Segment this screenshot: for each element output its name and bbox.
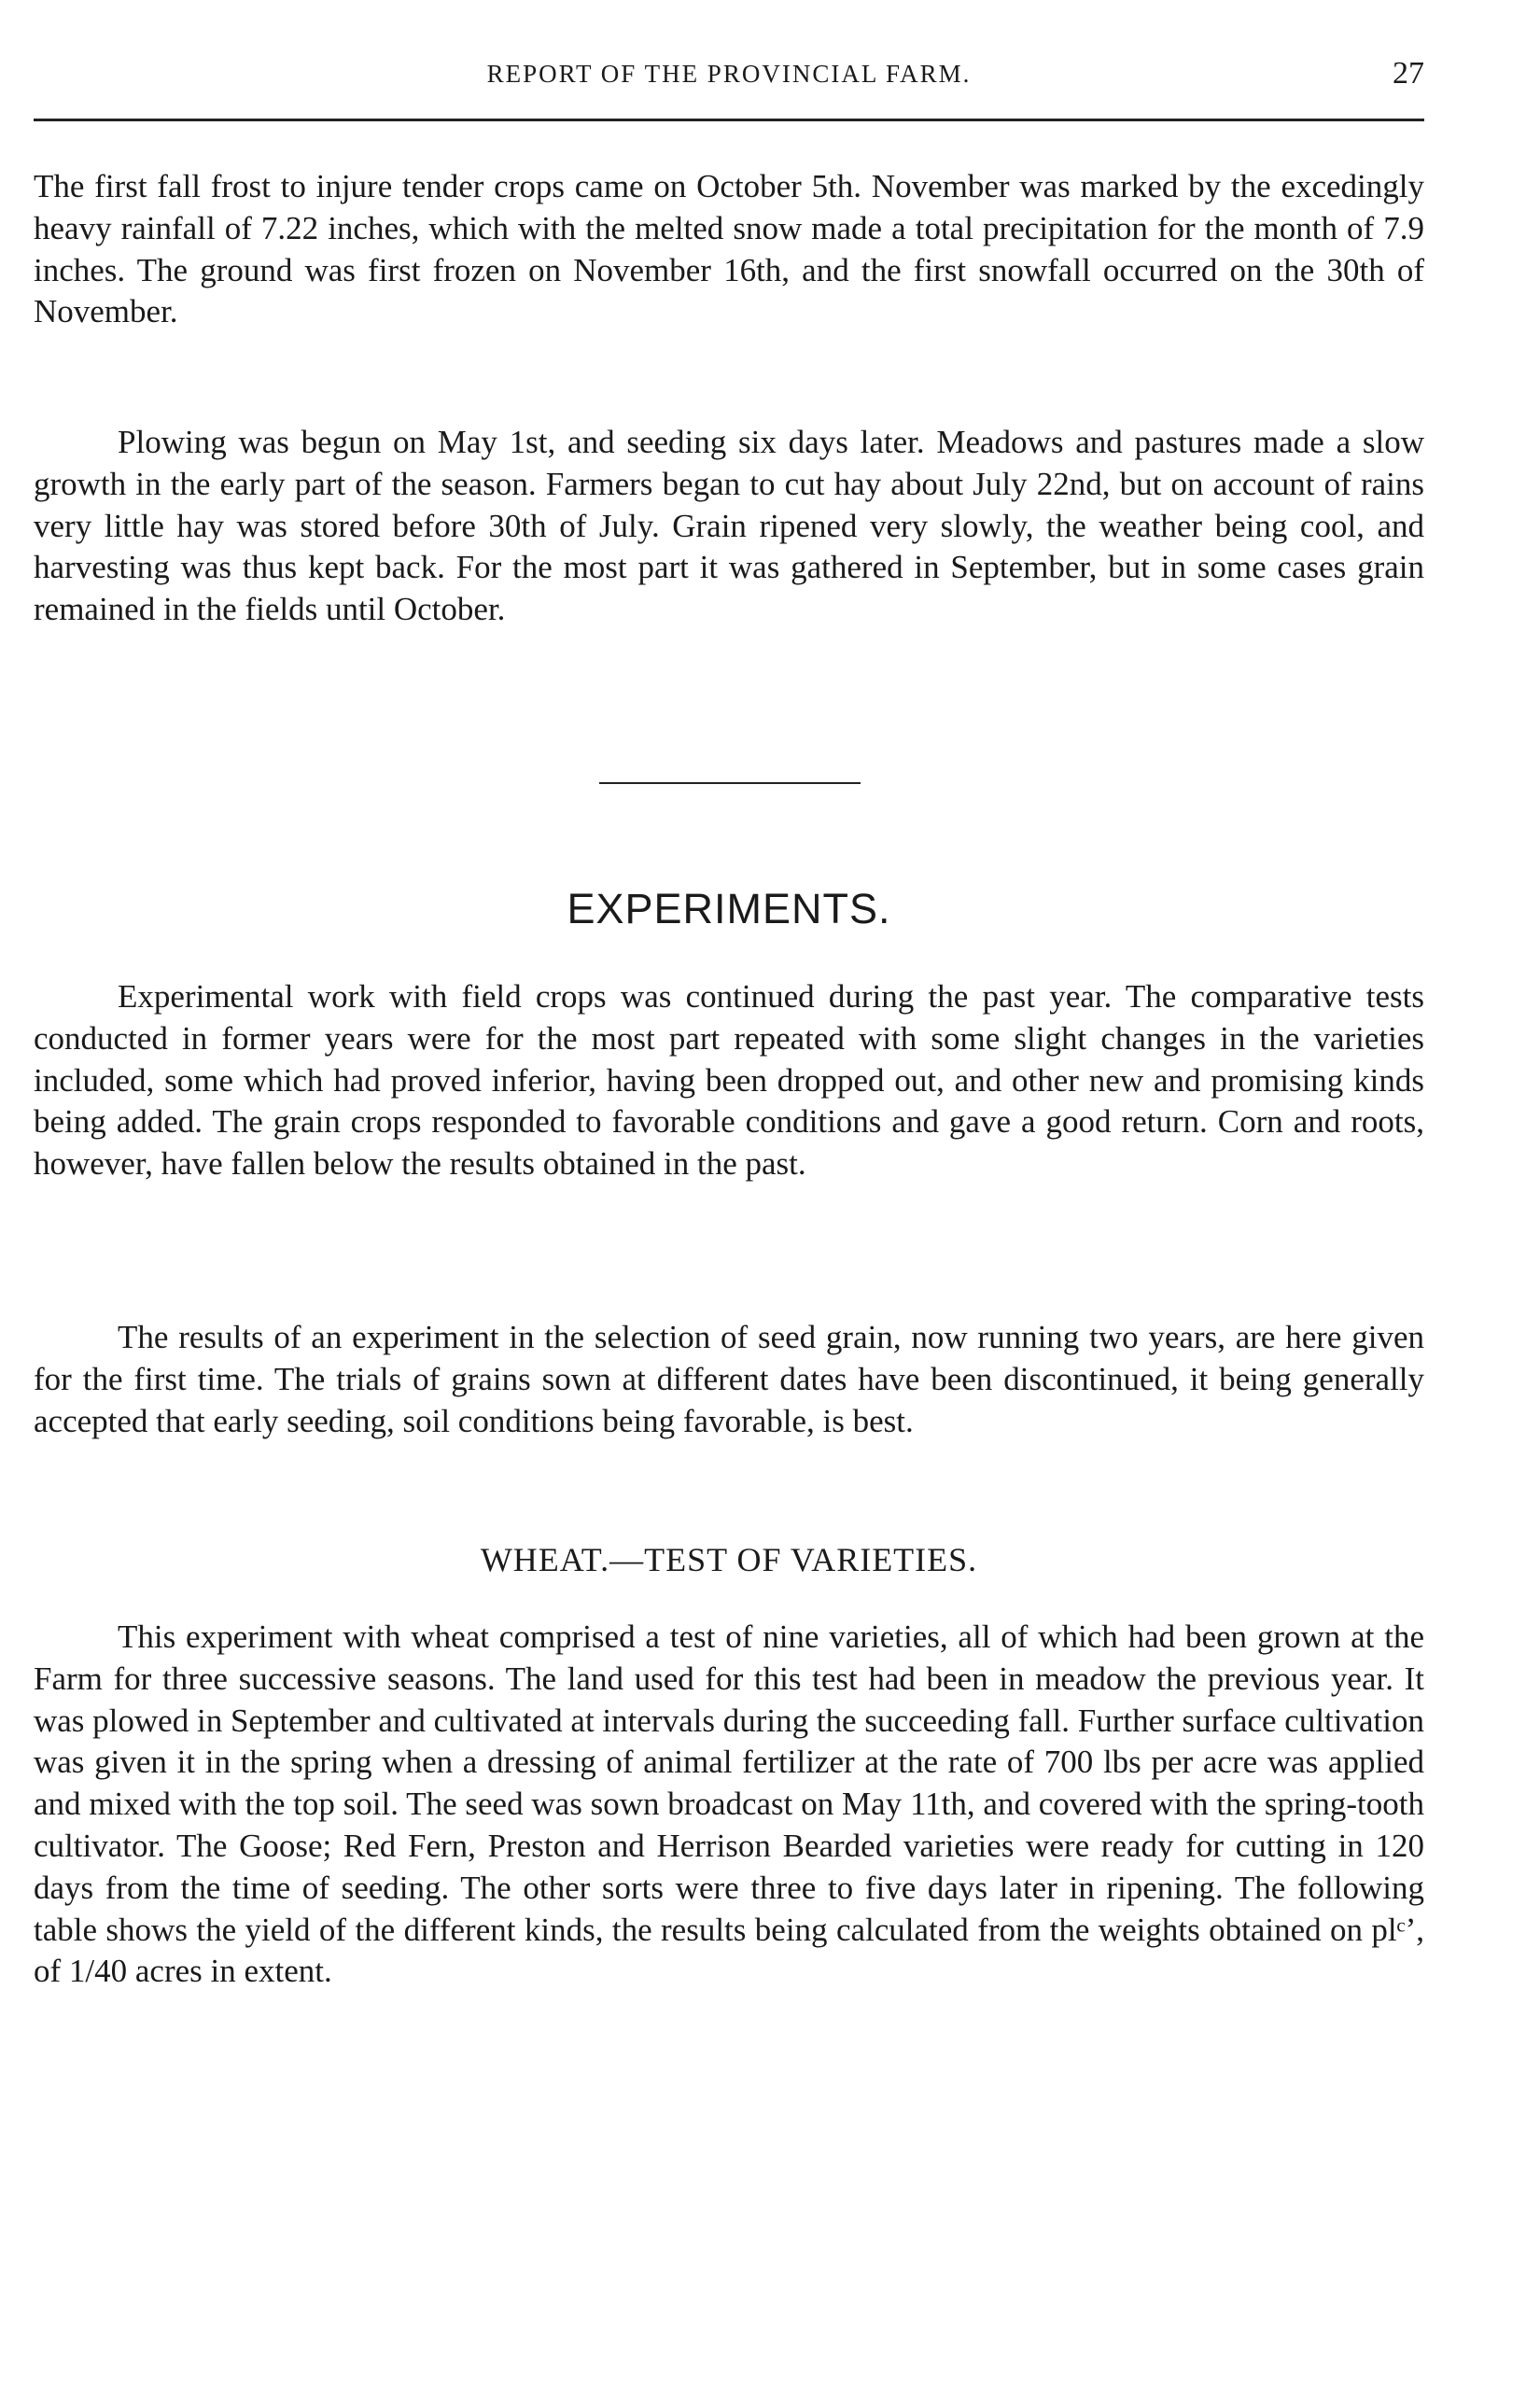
running-title: REPORT OF THE PROVINCIAL FARM. <box>486 60 972 88</box>
section-heading-experiments: EXPERIMENTS. <box>567 885 891 932</box>
paragraph-experimental-work: Experimental work with field crops was continued during the past year. The comparative tests conducted in former years were for the most part repeated with some slight changes in the varieties included, some which had proved inferior, having been dropped out, and other new and promising kinds being added. The grain crops responded to favorable conditions and gave a good return. Corn and roots, however, have fallen below the results obtained in the past. <box>34 978 1424 1183</box>
section-divider <box>599 782 861 784</box>
paragraph-frost: The first fall frost to injure tender crops came on October 5th. November was marked by the excedingly heavy rainfall of 7.22 inches, which with the melted snow made a total precipitation for the month of 7.9 inches. The ground was first frozen on November 16th, and the first snowfall occurred on the 30th of November. <box>34 168 1424 330</box>
paragraph-results: The results of an experiment in the selection of seed grain, now running two years, are here given for the first time. The trials of grains sown at different dates have been discontinued, it being generally accepted that early seeding, soil conditions being favorable, is best. <box>34 1319 1424 1439</box>
page-number: 27 <box>1393 56 1424 91</box>
subheading-wheat-test: WHEAT.—TEST OF VARIETIES. <box>480 1541 978 1578</box>
paragraph-plowing: Plowing was begun on May 1st, and seeding six days later. Meadows and pastures made a slow growth in the early part of the season. Farmers began to cut hay about July 22nd, but on account of rains very little hay was stored before 30th of July. Grain ripened very slowly, the weather being cool, and harvesting was thus kept back. For the most part it was gathered in September, but in some cases grain remained in the fields until October. <box>34 424 1424 628</box>
paragraph-wheat-experiment: This experiment with wheat comprised a test of nine varieties, all of which had been grown at the Farm for three successive seasons. The land used for this test had been in meadow the previous year. It was plowed in September and cultivated at intervals during the succeeding fall. Further surface cultivation was given it in the spring when a dressing of animal fertilizer at the rate of 700 lbs per acre was applied and mixed with the top soil. The seed was sown broadcast on May 11th, and covered with the spring-tooth cultivator. The Goose; Red Fern, Preston and Herrison Bearded varieties were ready for cutting in 120 days from the time of seeding. The other sorts were three to five days later in ripening. The following table shows the yield of the different kinds, the results being calculated from the weights obtained on plᶜʼ, of 1/40 acres in extent. <box>34 1618 1424 1990</box>
running-header <box>34 56 1424 99</box>
header-rule <box>34 119 1424 121</box>
